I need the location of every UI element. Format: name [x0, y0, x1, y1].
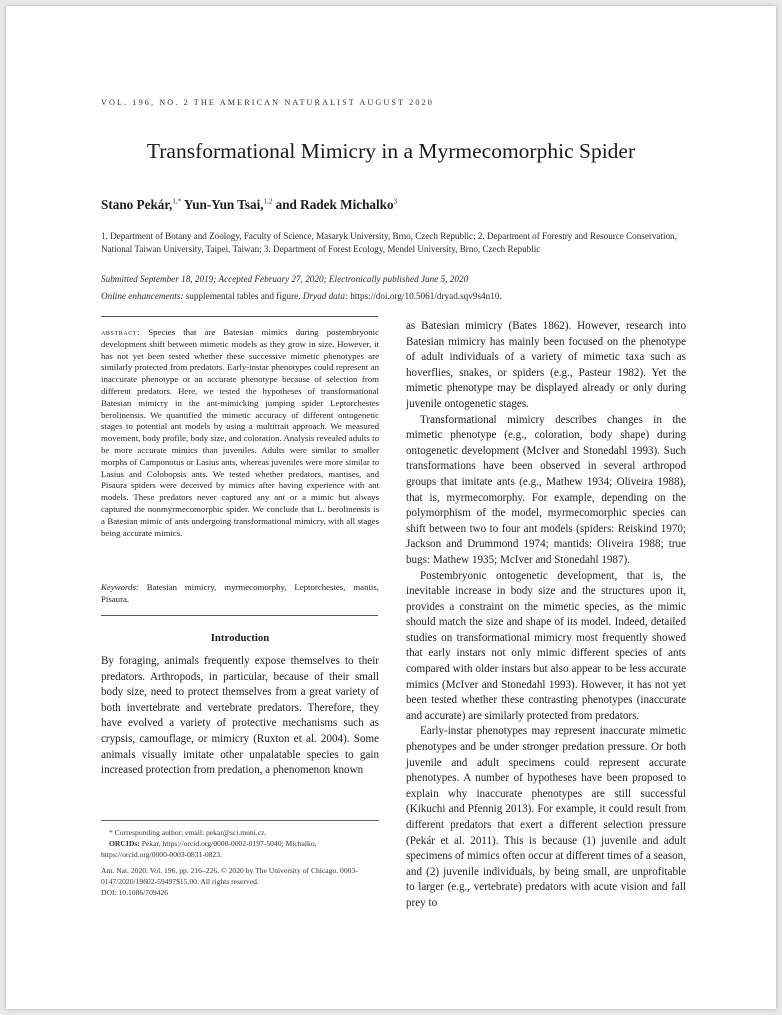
citation-note: Am. Nat. 2020. Vol. 196, pp. 216–226. © 2020 by The University of Chicago. 0003-0147/2020/19602-59497$15.00. All rights reserved.	[101, 866, 358, 886]
paragraph: as Batesian mimicry (Bates 1862). However, research into Batesian mimicry has mainly been focused on the phenotype of adult individuals of a variety of mimetic taxa such as hoverflies, snakes, or spiders (e.g., Pasteur 1982). Yet the mimetic phenotype may be displayed already or only during juvenile ontogenetic stages.	[406, 320, 686, 410]
enhancements-text: supplemental tables and figure.	[183, 291, 303, 301]
author-list	[101, 197, 397, 213]
abstract-label: abstract:	[101, 327, 141, 337]
dates-text: Submitted September 18, 2019; Accepted February 27, 2020; Electronically published June 5, 2020	[101, 274, 469, 284]
submission-dates	[101, 273, 701, 286]
dryad-label: Dryad data:	[302, 291, 348, 301]
doi-note[interactable]: DOI: 10.1086/709426	[101, 888, 169, 897]
keywords	[101, 581, 379, 605]
author-name: Stano Pekár,	[101, 197, 173, 212]
paragraph: Transformational mimicry describes changes in the mimetic phenotype (e.g., coloration, body shape) during ontogenetic development (McIver and Stonedahl 1993). Such transformations have been observed in several arthropod groups that imitate ants (e.g., Mathew 1934; Oliveira 1988), that is, myrmecomorphy. For example, depending on the polymorphism of the model, myrmecomorphic species can shift between two to four ant models (spiders: Reiskind 1970; Jackson and Drummond 1974; mantids: Oliveira 1988; true bugs: Mathew 1935; McIver and Stonedahl 1987).	[406, 413, 686, 566]
keywords-label: Keywords:	[101, 582, 139, 592]
corresponding-author-note: * Corresponding author; email: pekar@sci.muni.cz.	[109, 828, 267, 837]
left-column-text	[101, 654, 379, 779]
author-affil-mark: 3	[393, 197, 398, 206]
paragraph: Postembryonic ontogenetic development, that is, the inevitable increase in body size and the structures upon it, provides a constraint on the mimetic species, as the mimic should match the size and shape of its model. Indeed, detailed studies on transformational mimicry most frequently showed that early instars not only mimic different species of ants compared with older instars but also appear to be less accurate mimics (McIver and Stonedahl 1993). However, it has not yet been tested whether these contrasting phenotypes (inaccurate and accurate) are similarly protected from predators.	[406, 569, 686, 722]
enhancements-label: Online enhancements:	[101, 291, 184, 301]
orcid-note	[101, 838, 380, 860]
author-affil-mark: 1,*	[172, 197, 182, 206]
keywords-text: Batesian mimicry, myrmecomorphy, Leptorchestes, mantis, Pisaura.	[101, 582, 379, 604]
author-name: and Radek Michalko	[272, 197, 394, 212]
right-column-text	[406, 319, 686, 912]
section-heading-introduction: Introduction	[210, 632, 270, 644]
dryad-link[interactable]: https://doi.org/10.5061/dryad.sqv9s4n10.	[347, 291, 502, 301]
footnotes	[101, 827, 380, 898]
orcids-text[interactable]: Pekar, https://orcid.org/0000-0002-0197-5040; Michalko, https://orcid.org/0000-0003-0831-0823.	[101, 839, 317, 859]
running-header: VOL. 196, NO. 2 THE AMERICAN NATURALIST AUGUST 2020	[101, 98, 434, 107]
footnote-rule	[101, 820, 379, 821]
author-affil-mark: 1,2	[263, 197, 273, 206]
affiliations: 1. Department of Botany and Zoology, Faculty of Science, Masaryk University, Brno, Czech Republic; 2. Department of Forestry and Resource Conservation, National Taiwan University, Taipei, Taiwan; 3. Department of Forest Ecology, Mendel University, Brno, Czech Republic	[101, 231, 677, 254]
abstract-top-rule	[101, 316, 378, 317]
abstract-bottom-rule	[101, 615, 378, 616]
paragraph: By foraging, animals frequently expose themselves to their predators. Arthropods, in particular, because of their small body size, need to protect themselves from a great variety of both invertebrate and vertebrate predators. Therefore, they have evolved a variety of protective mechanisms such as crypsis, camouflage, or mimicry (Ruxton et al. 2004). Some animals visually imitate other unpalatable species to gain increased protection from predation, a phenomenon known	[101, 655, 379, 777]
author-name: Yun-Yun Tsai,	[181, 197, 264, 212]
abstract-text: Species that are Batesian mimics during postembryonic development shift between mimetic models as they grow in size. However, it has not yet been tested whether these successive mimetic phenotypes are similarly protected from predators. Early-instar phenotypes could represent an inaccurate phenotype or an accurate phenotype because of selection from different predators. Here, we tested the hypotheses of transformational Batesian mimicry in the ant-mimicking jumping spider Leptorchestes berolinensis. We quantified the mimetic accuracy of different ontogenetic stages to potential ant models by using a multitrait approach. We measured movement, body profile, body size, and coloration. Analysis revealed adults to be more accurate mimics than juveniles. Adults were similar to smaller morphs of Camponotus or Lasius ants, whereas juveniles were more similar to Lasius and Colobopsis ants. We tested whether predators, mantises, and Pisaura spiders were deceived by mimics after having experience with ant models. These predators never captured any ant or a mimic but always captured the nonmyrmecomorphic spider. We conclude that L. berolinensis is a Batesian mimic of ants undergoing transformational mimicry, with all stages being accurate mimics.	[101, 327, 379, 538]
orcids-label: ORCIDs:	[109, 839, 140, 848]
abstract	[101, 327, 379, 539]
online-enhancements	[101, 290, 701, 303]
article-title: Transformational Mimicry in a Myrmecomorphic Spider	[146, 139, 636, 163]
paragraph: Early-instar phenotypes may represent inaccurate mimetic phenotypes and be under stronger predation pressure. Or both juvenile and adult specimens could represent accurate phenotypes. A number of hypotheses have been proposed to explain why inaccurate phenotypes are still successful (Kikuchi and Pfennig 2013). For example, it could result from different predators that exert a different selection pressure (Pekár et al. 2011). This is because (1) juvenile and adult specimens of mimics often occur at different times of a season, and (2) juvenile individuals, by being small, are unprofitable to larger (e.g., vertebrate) predators with acute vision and fall prey to	[406, 725, 686, 909]
